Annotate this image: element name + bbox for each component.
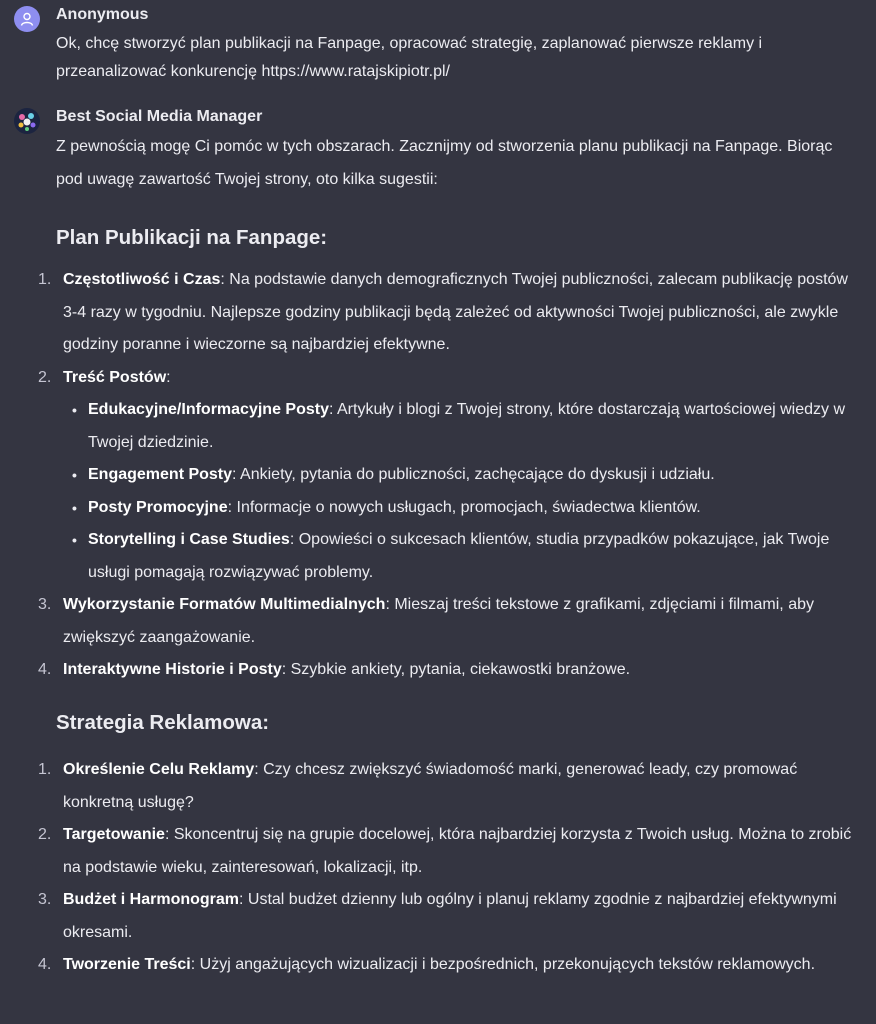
sub-item-title: Storytelling i Case Studies xyxy=(88,531,290,548)
list-item-text: : Czy chcesz zwiększyć świadomość marki, generować leady, czy promować konkretną usługę? xyxy=(63,761,798,811)
list-number: 1. xyxy=(38,271,52,288)
list-item-text: : Skoncentruj się na grupie docelowej, która najbardziej korzysta z Twoich usług. Można to zrobić na podstawie wieku, zainteresowań, lokalizacji, itp. xyxy=(63,826,852,876)
list-item-title: Interaktywne Historie i Posty xyxy=(63,661,282,678)
sub-list-item xyxy=(63,524,856,589)
user-avatar xyxy=(14,6,40,32)
list-item xyxy=(0,264,856,362)
user-author-name: Anonymous xyxy=(56,6,149,23)
sub-item-text: : Ankiety, pytania do publiczności, zachęcające do dyskusji i udziału. xyxy=(232,466,715,483)
sub-list-item xyxy=(63,459,856,492)
section-heading-plan: Plan Publikacji na Fanpage: xyxy=(56,226,328,249)
list-number: 4. xyxy=(38,661,52,678)
bullet-icon: • xyxy=(72,532,77,548)
list-item xyxy=(0,754,856,819)
list-number: 2. xyxy=(38,826,52,843)
ads-strategy-list xyxy=(0,754,856,982)
list-item-text: : Ustal budżet dzienny lub ogólny i planuj reklamy zgodnie z najbardziej efektywnymi okresami. xyxy=(63,891,837,941)
list-item-text: : Mieszaj treści tekstowe z grafikami, zdjęciami i filmami, aby zwiększyć zaangażowanie. xyxy=(63,596,814,646)
sub-item-title: Engagement Posty xyxy=(88,466,233,483)
list-item-text: : Na podstawie danych demograficznych Twojej publiczności, zalecam publikację postów 3-4 razy w tygodniu. Najlepsze godziny publikacji będą zależeć od aktywności Twojej publiczności, ale zwykle godziny poranne i wieczorne są najbardziej efektywne. xyxy=(63,271,848,353)
list-item-title: Tworzenie Treści xyxy=(63,956,191,973)
sub-item-text: : Opowieści o sukcesach klientów, studia przypadków pokazujące, jak Twoje usługi pomagają rozwiązywać problemy. xyxy=(88,531,830,581)
content-types-list xyxy=(63,394,856,589)
sub-list-item xyxy=(63,492,856,525)
section-heading-ads: Strategia Reklamowa: xyxy=(56,711,270,734)
bot-logo-icon xyxy=(14,108,40,134)
list-item-title: Wykorzystanie Formatów Multimedialnych xyxy=(63,596,386,613)
bot-author-name: Best Social Media Manager xyxy=(56,108,263,125)
list-number: 1. xyxy=(38,761,52,778)
sub-item-text: : Informacje o nowych usługach, promocjach, świadectwa klientów. xyxy=(227,498,701,516)
list-item-text: : Szybkie ankiety, pytania, ciekawostki branżowe. xyxy=(281,661,631,678)
sub-item-text: : Artykuły i blogi z Twojej strony, które dostarczają wartościowej wiedzy w Twojej dziedzinie. xyxy=(88,401,846,451)
list-item-title: Treść Postów xyxy=(63,368,167,386)
sub-list-item xyxy=(63,394,856,459)
list-item xyxy=(0,949,856,982)
list-number: 3. xyxy=(38,891,52,908)
bot-avatar xyxy=(14,108,40,134)
list-number: 4. xyxy=(38,956,52,973)
bullet-icon: • xyxy=(72,499,77,516)
list-item-title: Określenie Celu Reklamy xyxy=(63,761,255,778)
bot-intro-text: Z pewnością mogę Ci pomóc w tych obszarach. Zacznijmy od stworzenia planu publikacji na Fanpage. Biorąc pod uwagę zawartość Twojej strony, oto kilka sugestii: xyxy=(56,138,833,188)
user-message-text: Ok, chcę stworzyć plan publikacji na Fanpage, opracować strategię, zaplanować pierwsze reklamy i przeanalizować konkurencję https://www.ratajskipiotr.pl/ xyxy=(56,35,763,80)
sub-item-title: Edukacyjne/Informacyjne Posty xyxy=(88,401,329,418)
list-item-text: : Użyj angażujących wizualizacji i bezpośrednich, przekonujących tekstów reklamowych. xyxy=(190,956,816,973)
list-item-text: : xyxy=(166,368,171,386)
list-item-title: Budżet i Harmonogram xyxy=(63,891,240,908)
list-number: 2. xyxy=(38,368,52,386)
list-item xyxy=(0,819,856,884)
list-item xyxy=(0,884,856,949)
bullet-icon: • xyxy=(72,402,77,418)
sub-item-title: Posty Promocyjne xyxy=(88,498,228,516)
list-item xyxy=(0,362,856,590)
list-item xyxy=(0,589,856,654)
list-item xyxy=(0,654,856,687)
bullet-icon: • xyxy=(72,467,77,483)
user-icon xyxy=(19,11,35,27)
list-item-title: Targetowanie xyxy=(63,826,165,843)
plan-list xyxy=(0,264,856,687)
list-item-title: Częstotliwość i Czas xyxy=(63,271,221,288)
list-number: 3. xyxy=(38,596,52,613)
